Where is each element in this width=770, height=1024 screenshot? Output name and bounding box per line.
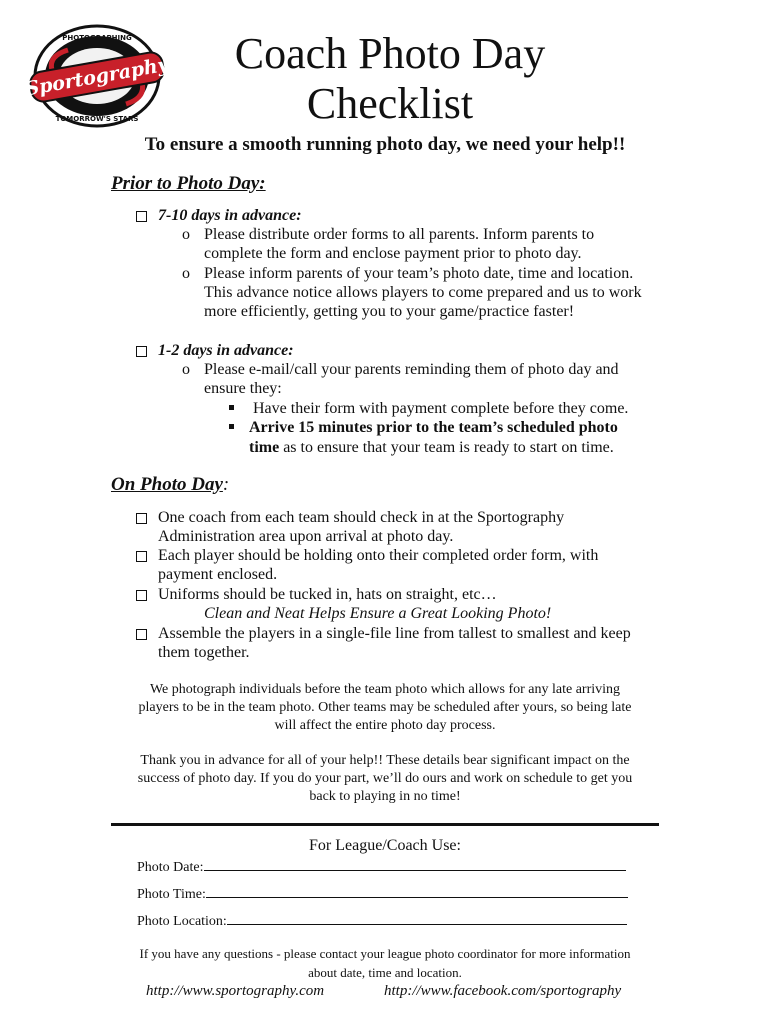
square-bullet-icon — [229, 424, 234, 429]
page-title-line2: Checklist — [306, 79, 474, 128]
svg-text:TOMORROW'S STARS: TOMORROW'S STARS — [55, 115, 139, 123]
photo-location-row — [137, 910, 627, 930]
section-heading-prior: Prior to Photo Day: — [111, 173, 266, 194]
label-1-2-days: 1-2 days in advance: — [158, 342, 294, 359]
prior-g2-b1-l1: Please e-mail/call your parents reminding them of photo day and — [204, 361, 619, 378]
photo-day-item3-l1: Uniforms should be tucked in, hats on straight, etc… — [158, 586, 497, 603]
square-bullet-icon — [229, 405, 234, 410]
subtitle: To ensure a smooth running photo day, we need your help!! — [144, 134, 626, 155]
bullet-o-icon: o — [182, 361, 190, 378]
photo-day-item4-l2: them together. — [158, 644, 250, 661]
prior-g1-b2-l3: more efficiently, getting you to your game/practice faster! — [204, 303, 575, 320]
photo-location-label: Photo Location: — [137, 914, 227, 929]
checkbox-7-10-days[interactable] — [136, 211, 147, 222]
photo-day-item2-l1: Each player should be holding onto their completed order form, with — [158, 547, 599, 564]
prior-g2-sub1: Have their form with payment complete before they come. — [253, 400, 629, 417]
photo-day-item2-l2: payment enclosed. — [158, 566, 278, 583]
prior-g1-b1-l1: Please distribute order forms to all parents. Inform parents to — [204, 226, 595, 243]
photo-time-row — [137, 883, 628, 903]
svg-text:Sportography: Sportography — [24, 53, 170, 101]
photo-day-item3-l2: Clean and Neat Helps Ensure a Great Looking Photo! — [204, 605, 552, 622]
photo-date-field[interactable] — [204, 856, 626, 871]
checkbox-order-form[interactable] — [136, 551, 147, 562]
prior-g2-b1-l2: ensure they: — [204, 380, 282, 397]
contact-note: If you have any questions - please contact your league photo coordinator for more information about date, time and location. — [139, 946, 631, 980]
page-title-line1: Coach Photo Day — [234, 29, 546, 78]
photo-date-row — [137, 856, 626, 876]
prior-g1-b1-l2: complete the form and enclose payment prior to photo day. — [204, 245, 582, 262]
section-heading-photo-day: On Photo Day: — [111, 474, 230, 495]
prior-g2-sub2-l2: time as to ensure that your team is ready to start on time. — [249, 439, 614, 456]
form-heading: For League/Coach Use: — [309, 837, 461, 854]
prior-g1-b2-l2: This advance notice allows players to come prepared and us to work — [204, 284, 642, 301]
note-paragraph-1: We photograph individuals before the team photo which allows for any late arriving players to be in the team photo. Other teams may be scheduled after yours, so being late will affect the entire photo day process. — [138, 682, 632, 733]
facebook-link[interactable]: http://www.facebook.com/sportography — [384, 983, 622, 999]
prior-g1-b2-l1: Please inform parents of your team’s photo date, time and location. — [204, 265, 634, 282]
photo-day-item1-l2: Administration area upon arrival at photo day. — [158, 528, 454, 545]
photo-location-field[interactable] — [227, 910, 627, 925]
note-paragraph-2: Thank you in advance for all of your help!! These details bear significant impact on the success of photo day. If you do your part, we’ll do ours and work on schedule to get you back to playing in no time! — [137, 753, 633, 804]
photo-time-field[interactable] — [206, 883, 628, 898]
photo-day-item4-l1: Assemble the players in a single-file line from tallest to smallest and keep — [158, 625, 631, 642]
svg-text:PHOTOGRAPHING: PHOTOGRAPHING — [62, 34, 132, 42]
label-7-10-days: 7-10 days in advance: — [158, 207, 302, 224]
bullet-o-icon: o — [182, 226, 190, 243]
sportography-logo — [24, 20, 170, 132]
section-divider — [111, 823, 659, 826]
photo-day-item1-l1: One coach from each team should check in at the Sportography — [158, 509, 565, 526]
checkbox-1-2-days[interactable] — [136, 346, 147, 357]
photo-time-label: Photo Time: — [137, 887, 206, 902]
bullet-o-icon: o — [182, 265, 190, 282]
checkbox-uniforms[interactable] — [136, 590, 147, 601]
checkbox-assemble[interactable] — [136, 629, 147, 640]
website-link[interactable]: http://www.sportography.com — [146, 983, 325, 999]
photo-date-label: Photo Date: — [137, 860, 204, 875]
prior-g2-sub2-l1: Arrive 15 minutes prior to the team’s scheduled photo — [249, 419, 618, 436]
checkbox-check-in[interactable] — [136, 513, 147, 524]
